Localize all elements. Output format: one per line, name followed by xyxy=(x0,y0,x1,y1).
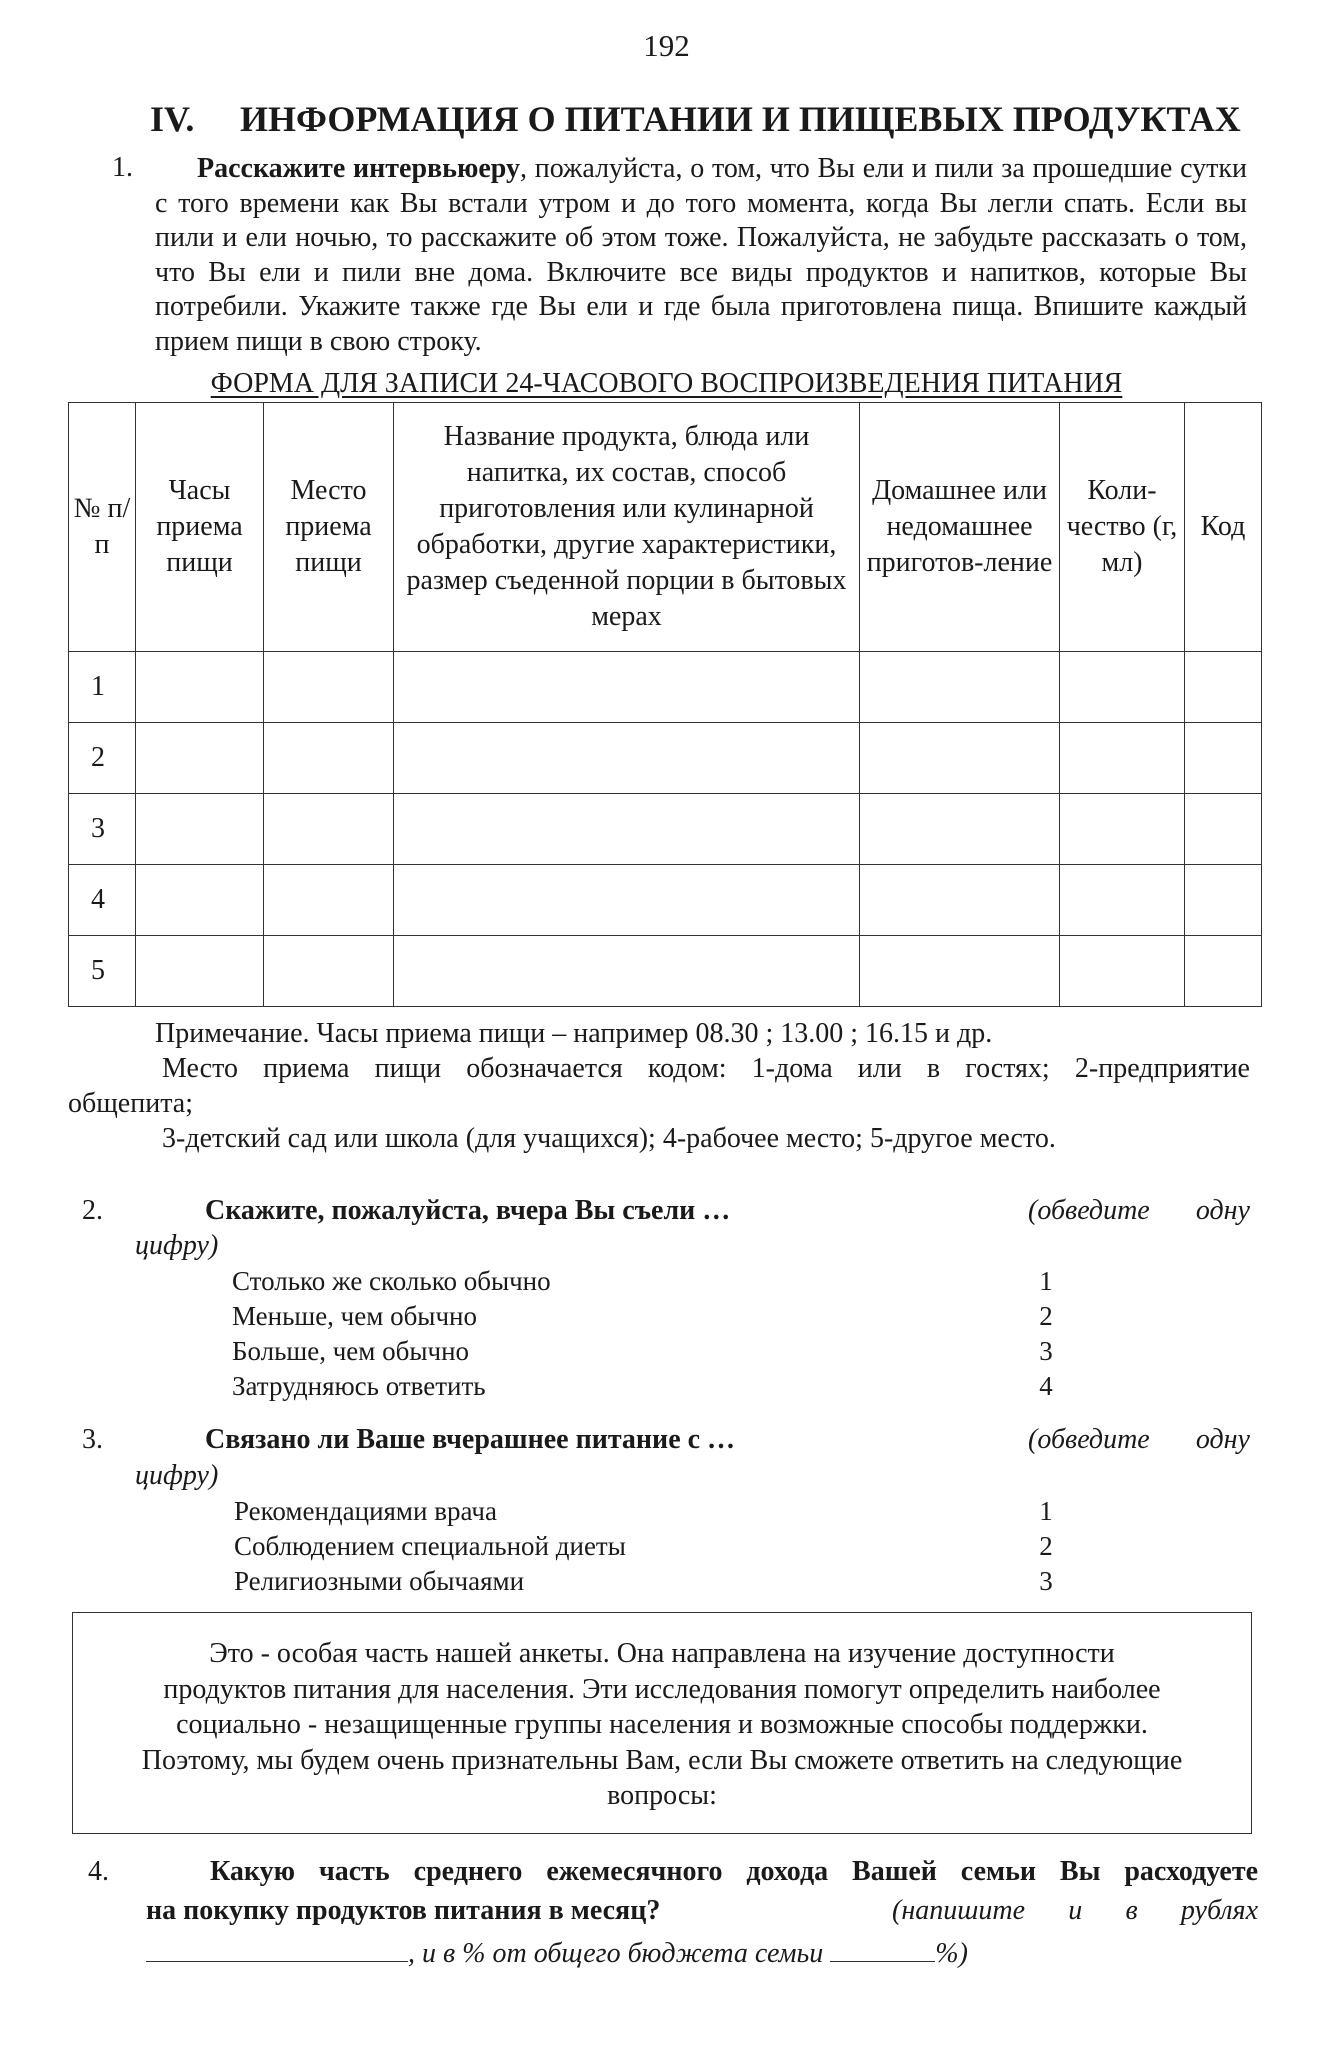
q2-option-label: Затрудняюсь ответить xyxy=(232,1371,486,1401)
row-number: 3 xyxy=(69,794,136,865)
table-row xyxy=(69,794,1262,865)
section-title-text: ИНФОРМАЦИЯ О ПИТАНИИ И ПИЩЕВЫХ ПРОДУКТАХ xyxy=(240,99,1241,139)
info-line: социально - незащищенные группы населения и возможные способы поддержки. xyxy=(176,1709,1148,1740)
place-cell[interactable] xyxy=(264,936,394,1007)
q2-number: 2. xyxy=(82,1195,103,1226)
q4-line-2-bold: на покупку продуктов питания в месяц? xyxy=(146,1895,661,1926)
header-quantity: Коли-чество (г, мл) xyxy=(1060,403,1185,652)
code-cell[interactable] xyxy=(1185,865,1262,936)
home-cell[interactable] xyxy=(860,652,1060,723)
home-cell[interactable] xyxy=(860,794,1060,865)
food-cell[interactable] xyxy=(394,652,860,723)
q3-option-code[interactable]: 2 xyxy=(1039,1531,1053,1561)
q3-option-code[interactable]: 1 xyxy=(1039,1496,1053,1526)
percent-input[interactable] xyxy=(830,1933,935,1962)
note-line-2: Место приема пищи обозначается кодом: 1-дома или в гостях; 2-предприятие xyxy=(162,1053,1250,1084)
info-line: продуктов питания для населения. Эти исследования помогут определить наиболее xyxy=(163,1673,1161,1705)
q3-number: 3. xyxy=(82,1424,103,1455)
code-cell[interactable] xyxy=(1185,936,1262,1007)
section-title xyxy=(150,98,1241,140)
q2-option-code[interactable]: 2 xyxy=(1039,1301,1053,1331)
place-cell[interactable] xyxy=(264,865,394,936)
q4-line-3-mid: , и в % от общего бюджета семьи xyxy=(408,1938,824,1969)
q3-hint: (обведите одну xyxy=(1028,1424,1250,1455)
quantity-cell[interactable] xyxy=(1060,652,1185,723)
table-row xyxy=(69,652,1262,723)
q2-option-label: Больше, чем обычно xyxy=(232,1336,470,1366)
place-cell[interactable] xyxy=(264,652,394,723)
food-cell[interactable] xyxy=(394,865,860,936)
q3-title: Связано ли Ваше вчерашнее питание с … xyxy=(205,1424,736,1455)
rubles-input[interactable] xyxy=(146,1933,408,1962)
food-cell[interactable] xyxy=(394,794,860,865)
header-number: № п/п xyxy=(69,403,136,652)
q3-hint-cont: цифру) xyxy=(135,1460,219,1491)
q3-option-code[interactable]: 3 xyxy=(1039,1566,1053,1596)
table-header-row xyxy=(69,403,1262,652)
quantity-cell[interactable] xyxy=(1060,936,1185,1007)
home-cell[interactable] xyxy=(860,936,1060,1007)
header-place: Место приема пищи xyxy=(264,403,394,652)
form-title: ФОРМА ДЛЯ ЗАПИСИ 24-ЧАСОВОГО ВОСПРОИЗВЕДЕНИЯ ПИТАНИЯ xyxy=(210,368,1123,399)
row-number: 4 xyxy=(69,865,136,936)
code-cell[interactable] xyxy=(1185,794,1262,865)
code-cell[interactable] xyxy=(1185,652,1262,723)
header-time: Часы приема пищи xyxy=(136,403,264,652)
time-cell[interactable] xyxy=(136,794,264,865)
header-food: Название продукта, блюда или напитка, их состав, способ приготовления или кулинарной обработки, другие характеристики, размер съеденной порции в бытовых мерах xyxy=(394,403,860,652)
row-number: 1 xyxy=(69,652,136,723)
note-line-1: Примечание. Часы приема пищи – например 08.30 ; 13.00 ; 16.15 и др. xyxy=(155,1018,993,1049)
food-cell[interactable] xyxy=(394,723,860,794)
q1-paragraph xyxy=(155,152,1247,359)
note-line-2-cont: общепита; xyxy=(68,1088,193,1119)
info-box-text xyxy=(72,1636,1252,1814)
q3-option-label: Соблюдением специальной диеты xyxy=(234,1531,626,1561)
q2-option-label: Столько же сколько обычно xyxy=(232,1266,551,1296)
section-roman-numeral: IV. xyxy=(150,99,195,139)
quantity-cell[interactable] xyxy=(1060,723,1185,794)
code-cell[interactable] xyxy=(1185,723,1262,794)
page-number: 192 xyxy=(643,28,690,63)
q4-line-2-hint: (напишите и в рублях xyxy=(892,1895,1258,1926)
quantity-cell[interactable] xyxy=(1060,794,1185,865)
info-line: Поэтому, мы будем очень признательны Вам, если Вы сможете ответить на следующие xyxy=(141,1744,1183,1776)
info-line: Это - особая часть нашей анкеты. Она направлена на изучение доступности xyxy=(209,1638,1115,1669)
q3-option-label: Религиозными обычаями xyxy=(234,1566,525,1596)
q1-number: 1. xyxy=(112,152,133,183)
row-number: 2 xyxy=(69,723,136,794)
q2-option-label: Меньше, чем обычно xyxy=(232,1301,477,1331)
time-cell[interactable] xyxy=(136,936,264,1007)
row-number: 5 xyxy=(69,936,136,1007)
place-cell[interactable] xyxy=(264,723,394,794)
note-line-3: 3-детский сад или школа (для учащихся); 4-рабочее место; 5-другое место. xyxy=(162,1123,1056,1154)
q2-option-code[interactable]: 3 xyxy=(1039,1336,1053,1366)
q1-lead: Расскажите интервьюеру xyxy=(197,153,521,184)
quantity-cell[interactable] xyxy=(1060,865,1185,936)
q2-option-code[interactable]: 1 xyxy=(1039,1266,1053,1296)
q4-line-1: Какую часть среднего ежемесячного дохода Вашей семьи Вы расходуете xyxy=(210,1856,1258,1887)
home-cell[interactable] xyxy=(860,723,1060,794)
home-cell[interactable] xyxy=(860,865,1060,936)
time-cell[interactable] xyxy=(136,865,264,936)
food-cell[interactable] xyxy=(394,936,860,1007)
q4-line-3-end: %) xyxy=(935,1938,968,1969)
place-cell[interactable] xyxy=(264,794,394,865)
q1-text: , пожалуйста, о том, что Вы ели и пили за прошедшие сутки с того времени как Вы встали утром и до того момента, когда Вы легли спать. Если вы пили и ели ночью, то расскажите об этом тоже. Пожалуйста, не забудьте рассказать о том, что Вы ели и пили вне дома. Включите все виды продуктов и напитков, которые Вы потребили. Укажите также где Вы ели и где была приготовлена пища. Впишите каждый прием пищи в свою строку. xyxy=(155,153,1247,357)
time-cell[interactable] xyxy=(136,652,264,723)
table-row xyxy=(69,865,1262,936)
q2-hint-cont: цифру) xyxy=(135,1230,219,1261)
q4-line-3 xyxy=(146,1933,968,1970)
time-cell[interactable] xyxy=(136,723,264,794)
q2-hint: (обведите одну xyxy=(1028,1195,1250,1226)
table-row xyxy=(69,936,1262,1007)
header-home-made: Домашнее или недомашнее приготов-ление xyxy=(860,403,1060,652)
q3-option-label: Рекомендациями врача xyxy=(234,1496,497,1526)
header-code: Код xyxy=(1185,403,1262,652)
table-row xyxy=(69,723,1262,794)
q4-line-2 xyxy=(146,1895,1258,1927)
meal-record-table xyxy=(68,402,1262,1007)
q2-option-code[interactable]: 4 xyxy=(1039,1371,1053,1401)
info-line: вопросы: xyxy=(607,1780,717,1811)
q4-number: 4. xyxy=(88,1856,109,1887)
q2-title: Скажите, пожалуйста, вчера Вы съели … xyxy=(205,1195,731,1226)
